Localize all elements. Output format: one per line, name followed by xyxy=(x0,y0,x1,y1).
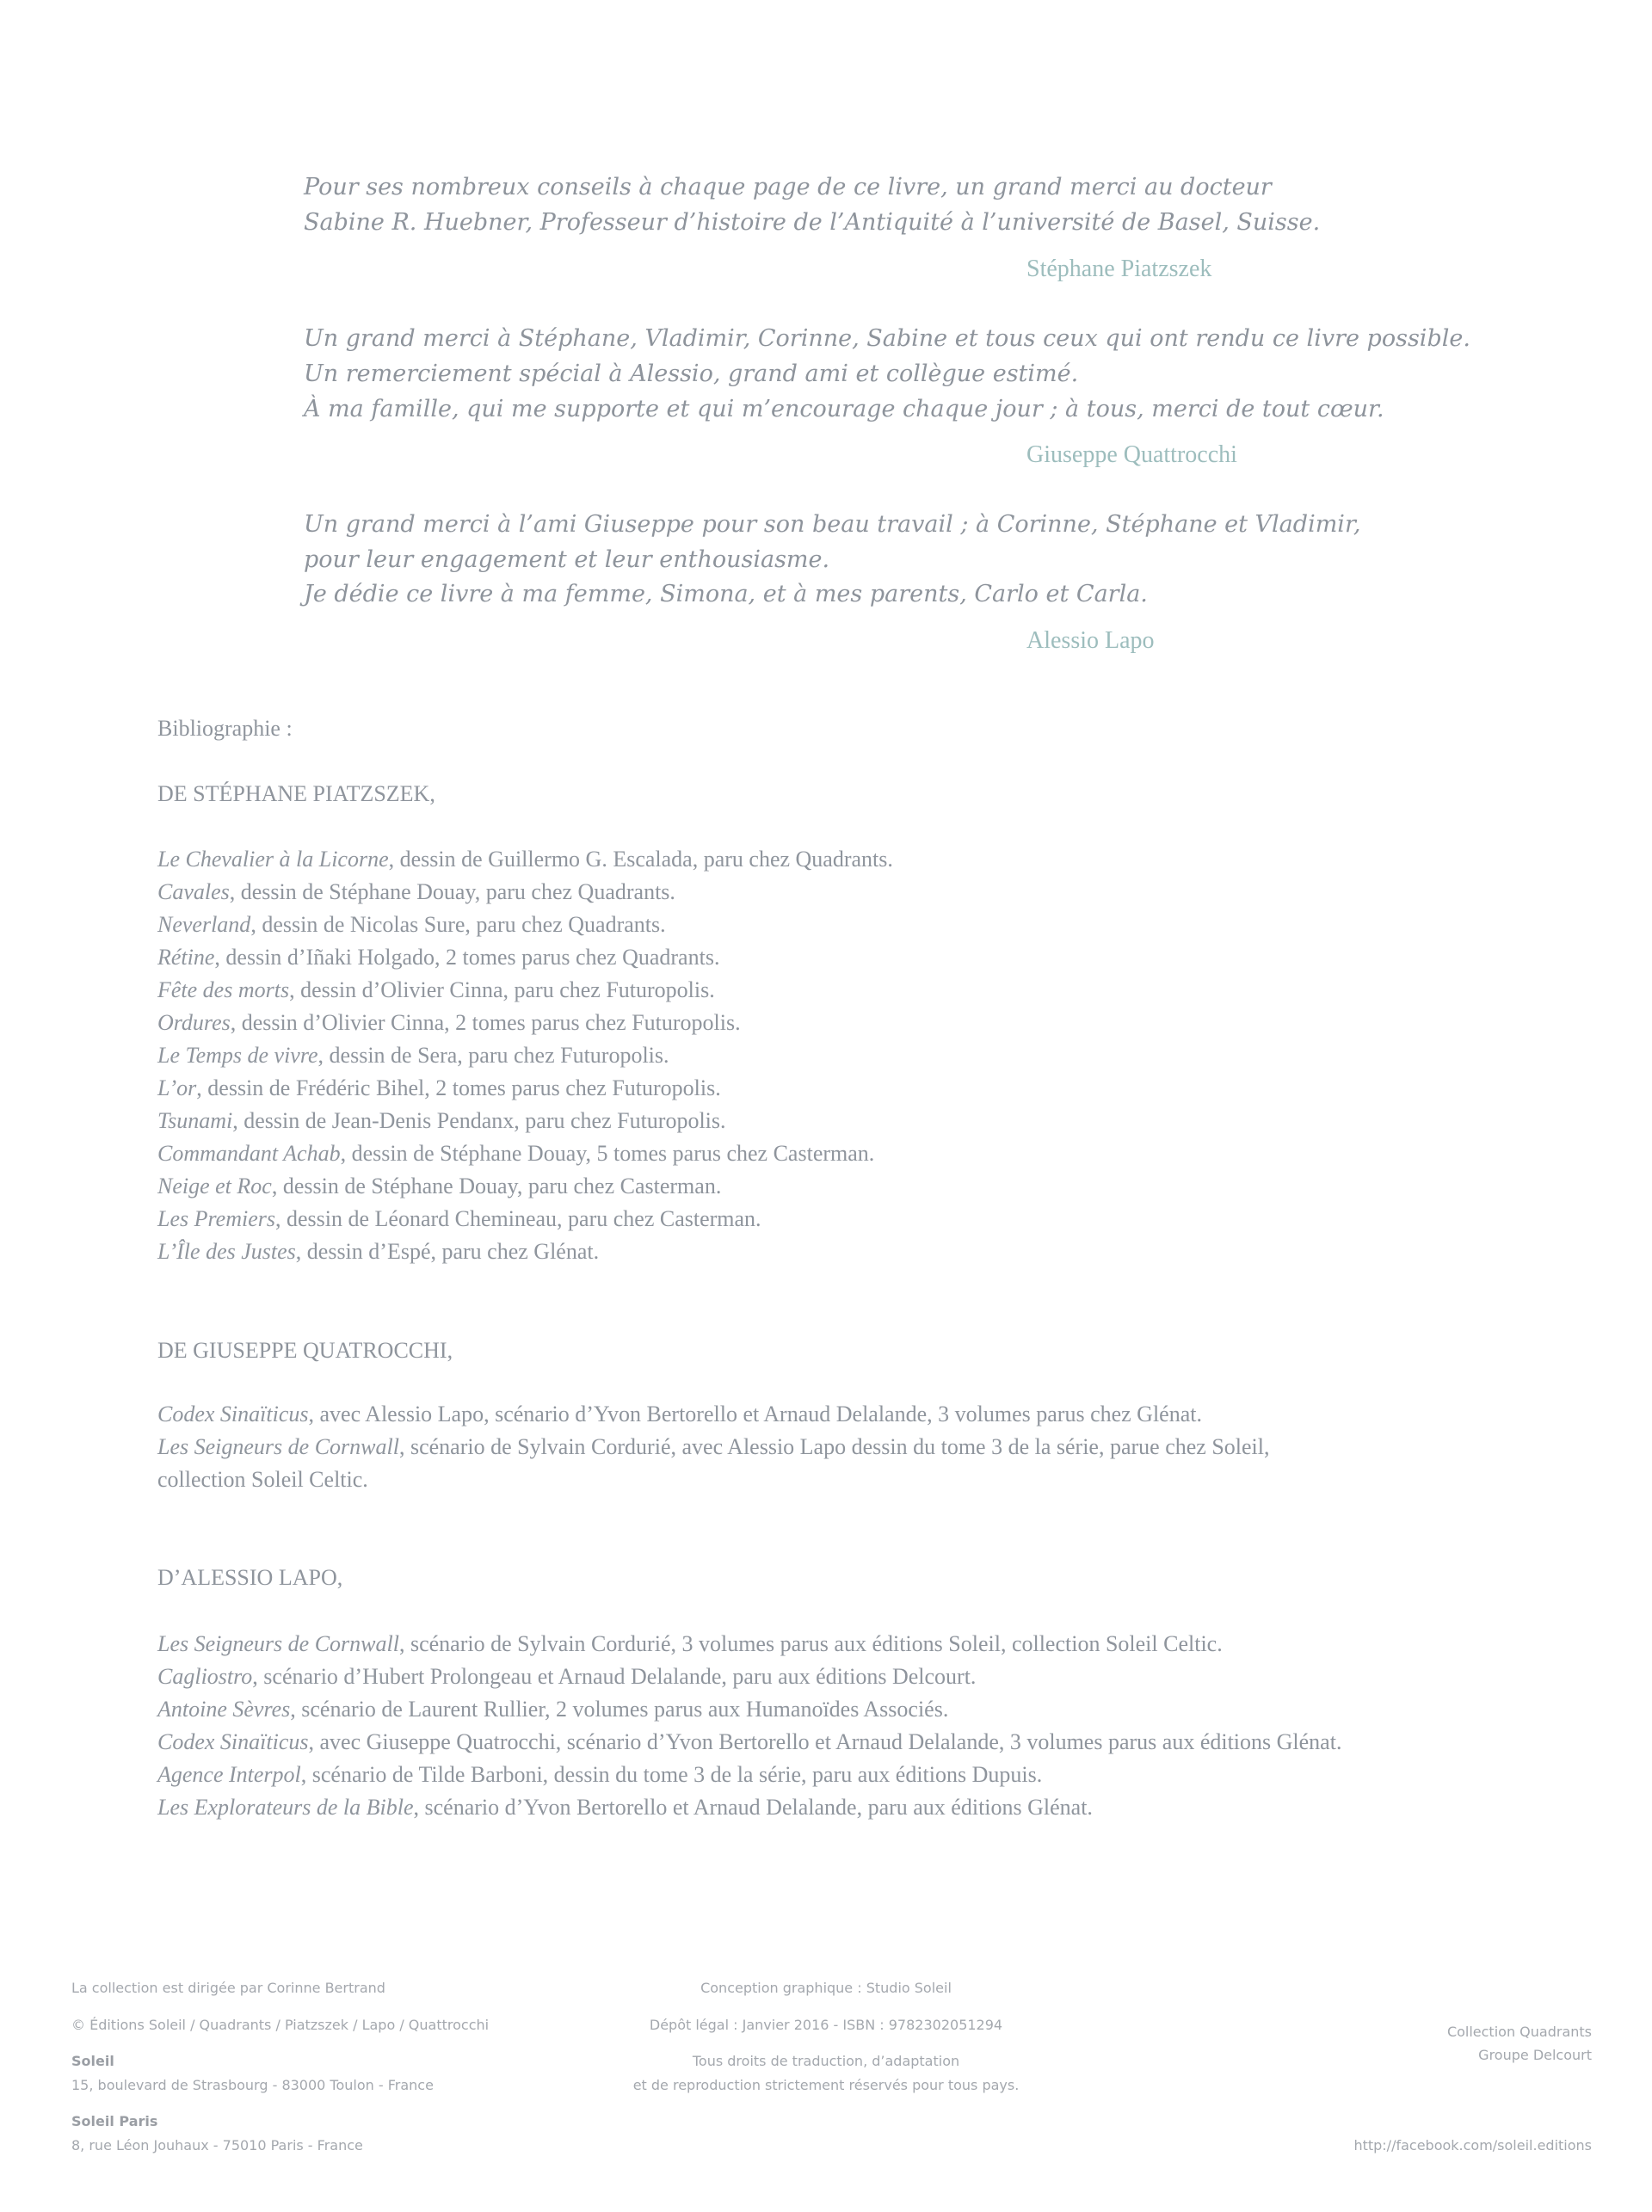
bibliography-entry-details: , scénario de Sylvain Cordurié, avec Alessio Lapo dessin du tome 3 de la série, parue chez Soleil, xyxy=(398,1434,1270,1459)
bibliography-entry-title: Fête des morts xyxy=(157,977,290,1002)
bibliography-entry-details: , scénario de Sylvain Cordurié, 3 volumes parus aux éditions Soleil, collection Soleil Celtic. xyxy=(398,1631,1223,1656)
footer-group: Groupe Delcourt xyxy=(1478,2047,1592,2063)
bibliography-entry xyxy=(157,1795,1093,1821)
bibliography-entry-title: Neverland xyxy=(157,912,251,937)
footer-office2-name-text: Soleil Paris xyxy=(71,2113,158,2129)
bibliography-entry-details: , dessin d’Espé, paru chez Glénat. xyxy=(295,1239,600,1264)
bibliography-entry-title: Antoine Sèvres xyxy=(157,1697,291,1722)
bibliography-entry xyxy=(157,1108,726,1134)
bibliography-entry xyxy=(157,1010,741,1036)
bibliography-entry xyxy=(157,912,666,938)
ack-2-line-1: Un grand merci à Stéphane, Vladimir, Corinne, Sabine et tous ceux qui ont rendu ce livre possible. xyxy=(304,325,1470,352)
bibliography-entry-title: Ordures xyxy=(157,1010,231,1035)
ack-3-line-2: pour leur engagement et leur enthousiasme. xyxy=(304,546,830,573)
bibliography-entry-title: Le Temps de vivre xyxy=(157,1043,318,1068)
bibliography-entry xyxy=(157,1434,1270,1460)
bibliography-entry xyxy=(157,1141,874,1167)
bibliography-author-lapo: D’ALESSIO LAPO, xyxy=(157,1565,343,1590)
bibliography-entry xyxy=(157,945,719,970)
bibliography-entry-title: Commandant Achab xyxy=(157,1141,341,1166)
bibliography-entry-title: L’or xyxy=(157,1075,197,1100)
bibliography-entry xyxy=(157,1664,976,1690)
bibliography-entry-details: , scénario d’Yvon Bertorello et Arnaud Delalande, paru aux éditions Glénat. xyxy=(413,1795,1093,1820)
footer-office2-address: 8, rue Léon Jouhaux - 75010 Paris - France xyxy=(71,2137,363,2153)
ack-3-line-1: Un grand merci à l’ami Giuseppe pour son beau travail ; à Corinne, Stéphane et Vladimir, xyxy=(304,511,1361,538)
footer-facebook-link[interactable]: http://facebook.com/soleil.editions xyxy=(1353,2137,1592,2153)
bibliography-entry-continuation: collection Soleil Celtic. xyxy=(157,1467,368,1492)
bibliography-entry xyxy=(157,1206,761,1232)
bibliography-entry-details: , dessin de Sera, paru chez Futuropolis. xyxy=(317,1043,669,1068)
bibliography-entry-details: , dessin de Stéphane Douay, paru chez Casterman. xyxy=(271,1174,722,1198)
bibliography-entry-details: , dessin de Stéphane Douay, paru chez Quadrants. xyxy=(229,879,675,904)
bibliography-entry-title: Neige et Roc xyxy=(157,1174,272,1198)
bibliography-entry xyxy=(157,1631,1223,1657)
bibliography-entry-details: , dessin d’Olivier Cinna, 2 tomes parus chez Futuropolis. xyxy=(230,1010,741,1035)
bibliography-entry-title: L’Île des Justes xyxy=(157,1239,296,1264)
footer-legal-deposit: Dépôt légal : Janvier 2016 - ISBN : 9782302051294 xyxy=(649,2017,1003,2033)
bibliography-entry-title: Les Seigneurs de Cornwall xyxy=(157,1631,399,1656)
bibliography-entry-details: , dessin d’Olivier Cinna, paru chez Futuropolis. xyxy=(289,977,715,1002)
bibliography-entry-title: Rétine xyxy=(157,945,215,970)
bibliography-entry-details: , avec Alessio Lapo, scénario d’Yvon Bertorello et Arnaud Delalande, 3 volumes parus chez Glénat. xyxy=(308,1402,1202,1426)
bibliography-entry-title: Les Explorateurs de la Bible xyxy=(157,1795,414,1820)
bibliography-entry xyxy=(157,1043,669,1069)
bibliography-entry xyxy=(157,1075,721,1101)
footer-office1-address: 15, boulevard de Strasbourg - 83000 Toulon - France xyxy=(71,2077,434,2093)
bibliography-entry-details: , dessin de Frédéric Bihel, 2 tomes parus chez Futuropolis. xyxy=(196,1075,721,1100)
ack-3-line-3: Je dédie ce livre à ma femme, Simona, et à mes parents, Carlo et Carla. xyxy=(304,581,1148,607)
bibliography-entry-title: Le Chevalier à la Licorne xyxy=(157,847,389,872)
bibliography-entry-details: , scénario de Tilde Barboni, dessin du tome 3 de la série, paru aux éditions Dupuis. xyxy=(300,1762,1043,1787)
footer-collection: Collection Quadrants xyxy=(1446,2024,1592,2040)
bibliography-entry-title: Les Seigneurs de Cornwall xyxy=(157,1434,399,1459)
bibliography-entry xyxy=(157,847,893,872)
bibliography-entry xyxy=(157,1729,1341,1755)
footer-rights-line-1: Tous droits de traduction, d’adaptation xyxy=(692,2053,960,2069)
ack-2-signature: Giuseppe Quattrocchi xyxy=(1026,441,1237,468)
bibliography-entry-title: Codex Sinaïticus xyxy=(157,1402,309,1426)
footer-office2-name xyxy=(71,2113,157,2129)
bibliography-entry-details: , dessin de Jean-Denis Pendanx, paru chez Futuropolis. xyxy=(232,1108,726,1133)
footer-office1-name xyxy=(71,2053,114,2069)
bibliography-entry-title: Cagliostro xyxy=(157,1664,253,1689)
bibliography-entry-details: , dessin de Léonard Chemineau, paru chez Casterman. xyxy=(274,1206,761,1231)
bibliography-author-quatrocchi: DE GIUSEPPE QUATROCCHI, xyxy=(157,1338,453,1363)
ack-1-line-2: Sabine R. Huebner, Professeur d’histoire de l’Antiquité à l’université de Basel, Suisse. xyxy=(304,209,1321,236)
ack-3-signature: Alessio Lapo xyxy=(1026,627,1155,654)
bibliography-entry-title: Cavales xyxy=(157,879,230,904)
bibliography-entry-details: , dessin de Nicolas Sure, paru chez Quadrants. xyxy=(250,912,666,937)
footer-design-credit: Conception graphique : Studio Soleil xyxy=(700,1980,952,1996)
bibliography-entry xyxy=(157,1402,1202,1427)
bibliography-entry-details: , scénario d’Hubert Prolongeau et Arnaud Delalande, paru aux éditions Delcourt. xyxy=(252,1664,977,1689)
footer-office1-name-text: Soleil xyxy=(71,2053,114,2069)
bibliography-heading: Bibliographie : xyxy=(157,716,293,741)
bibliography-author-piatzszek: DE STÉPHANE PIATZSZEK, xyxy=(157,781,435,806)
bibliography-entry-title: Agence Interpol xyxy=(157,1762,301,1787)
bibliography-entry-title: Codex Sinaïticus xyxy=(157,1729,309,1754)
ack-1-signature: Stéphane Piatzszek xyxy=(1026,256,1212,282)
bibliography-entry-details: , dessin de Stéphane Douay, 5 tomes parus chez Casterman. xyxy=(340,1141,875,1166)
bibliography-entry-title: Tsunami xyxy=(157,1108,233,1133)
ack-1-line-1: Pour ses nombreux conseils à chaque page de ce livre, un grand merci au docteur xyxy=(304,174,1272,200)
footer-rights-line-2: et de reproduction strictement réservés pour tous pays. xyxy=(632,2077,1020,2093)
bibliography-entry xyxy=(157,1239,599,1265)
footer-copyright: © Éditions Soleil / Quadrants / Piatzszek / Lapo / Quattrocchi xyxy=(71,2017,490,2033)
footer-director: La collection est dirigée par Corinne Bertrand xyxy=(71,1980,385,1996)
bibliography-entry xyxy=(157,1174,721,1199)
bibliography-entry-details: , avec Giuseppe Quatrocchi, scénario d’Yvon Bertorello et Arnaud Delalande, 3 volumes parus aux éditions Glénat. xyxy=(308,1729,1342,1754)
ack-2-line-3: À ma famille, qui me supporte et qui m’encourage chaque jour ; à tous, merci de tout cœur. xyxy=(304,396,1384,422)
bibliography-entry xyxy=(157,1697,948,1722)
bibliography-entry-details: , dessin de Guillermo G. Escalada, paru chez Quadrants. xyxy=(388,847,893,872)
bibliography-entry xyxy=(157,977,715,1003)
bibliography-entry-details: , scénario de Laurent Rullier, 2 volumes parus aux Humanoïdes Associés. xyxy=(290,1697,949,1722)
bibliography-entry xyxy=(157,879,675,905)
ack-2-line-2: Un remerciement spécial à Alessio, grand ami et collègue estimé. xyxy=(304,360,1079,387)
bibliography-entry-title: Les Premiers xyxy=(157,1206,275,1231)
bibliography-entry xyxy=(157,1762,1042,1788)
bibliography-entry-details: , dessin d’Iñaki Holgado, 2 tomes parus chez Quadrants. xyxy=(214,945,720,970)
